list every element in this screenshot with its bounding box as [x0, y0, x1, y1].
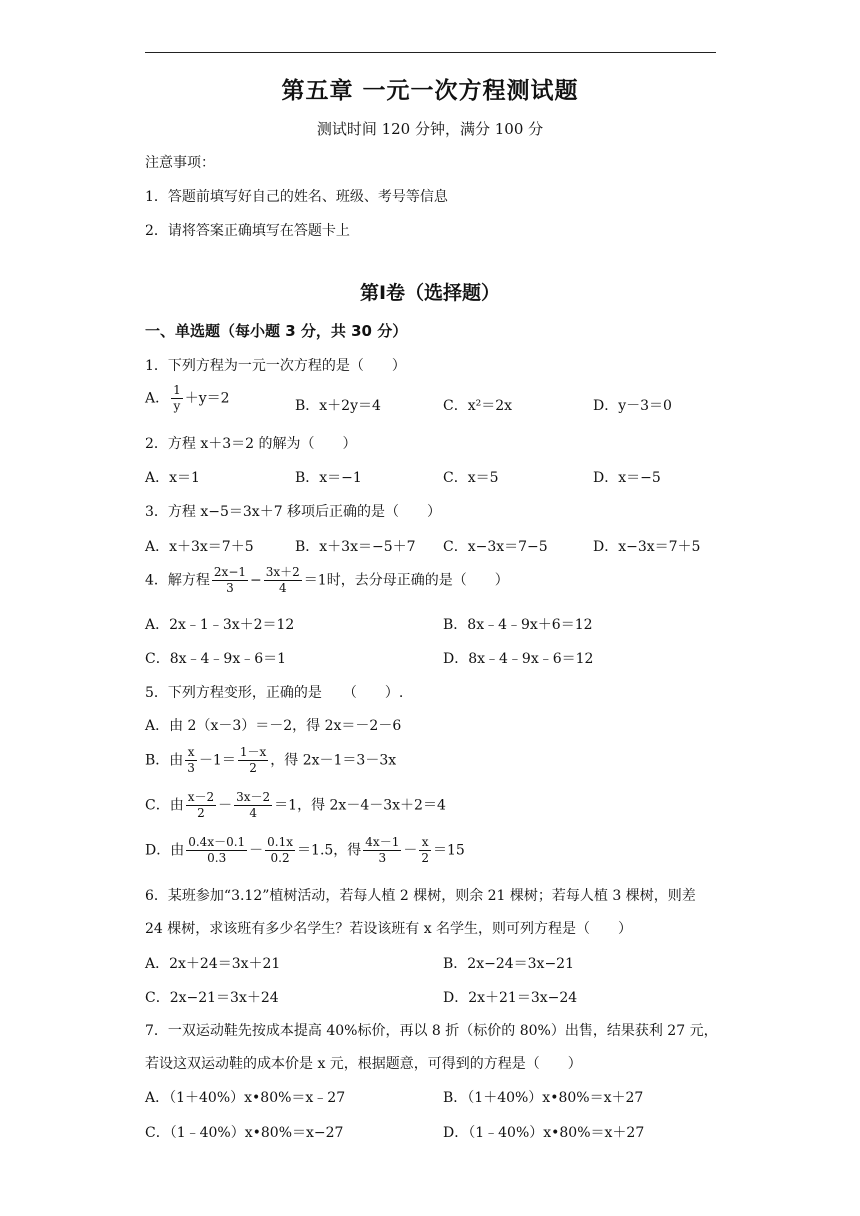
fraction-numerator: x: [185, 745, 197, 761]
option-b: B．x＋3x＝−5＋7: [295, 539, 416, 555]
option-d: D．2x＋21＝3x−24: [443, 990, 578, 1006]
option-b: B．x＋2y＝4: [295, 398, 381, 414]
notice-heading: 注意事项：: [145, 155, 215, 171]
option-c: C．8x﹣4﹣9x﹣6＝1: [145, 651, 287, 667]
fraction-denominator: 3: [378, 851, 387, 865]
fraction: [419, 835, 431, 866]
fraction-numerator: 3x＋2: [265, 565, 300, 579]
option-d: D．（1﹣40%）x•80%＝x＋27: [443, 1125, 645, 1141]
option-text: ，得 2x－1＝3－3x: [270, 752, 397, 769]
option-text: ＋y＝2: [184, 390, 230, 407]
option-c: C．x＝5: [443, 470, 499, 486]
stem-text: ＝1时，去分母正确的是（ ）: [303, 572, 509, 589]
option-a: A．2x＋24＝3x＋21: [145, 956, 281, 972]
option-c: C．2x−21＝3x＋24: [145, 990, 279, 1006]
fraction: [238, 745, 268, 776]
fraction-denominator: 3: [187, 761, 195, 775]
option-c: C．x²＝2x: [443, 398, 513, 414]
header-rule: [145, 52, 716, 53]
notice-item: 2．请将答案正确填写在答题卡上: [145, 223, 350, 239]
section-title: 一、单选题（每小题 3 分，共 30 分）: [145, 322, 408, 340]
option-a: A．由 2（x－3）＝－2，得 2x＝－2－6: [145, 718, 402, 734]
fraction-denominator: y: [173, 399, 181, 413]
option-a: A．x＝1: [145, 470, 200, 486]
fraction-numerator: 2x−1: [213, 565, 247, 579]
fraction: [265, 835, 295, 866]
fraction-denominator: 4: [249, 806, 257, 820]
option-d: D．8x﹣4﹣9x﹣6＝12: [443, 651, 594, 667]
fraction: [234, 790, 272, 821]
option-text: ＝1.5，得: [297, 842, 362, 859]
option-d: D．y－3＝0: [593, 398, 672, 414]
question-stem: 5．下列方程变形，正确的是 （ ）.: [145, 685, 404, 701]
option-a: [145, 383, 230, 414]
fraction-denominator: 0.2: [270, 851, 290, 865]
option-text: C．由: [145, 797, 184, 814]
operator: −: [250, 572, 262, 589]
option-c: C．x−3x＝7−5: [443, 539, 548, 555]
option-label: A．: [145, 390, 170, 407]
option-b: [145, 745, 396, 776]
page-title: 第五章 一元一次方程测试题: [281, 78, 579, 104]
option-a: A．2x﹣1﹣3x＋2＝12: [145, 617, 295, 633]
question-stem-continued: 24 棵树，求该班有多少名学生？若设该班有 x 名学生，则可列方程是（ ）: [145, 921, 633, 937]
part-title: 第Ⅰ卷（选择题）: [359, 282, 501, 304]
fraction: [212, 565, 248, 596]
option-text: B．由: [145, 752, 184, 769]
option-b: B．8x﹣4﹣9x＋6＝12: [443, 617, 593, 633]
option-text: －1＝: [198, 752, 236, 769]
option-text: ＝15: [432, 842, 465, 859]
fraction-denominator: 0.3: [207, 851, 227, 865]
option-c: C．（1﹣40%）x•80%＝x−27: [145, 1125, 344, 1141]
option-text: D．由: [145, 842, 185, 859]
option-d: [145, 835, 465, 866]
question-stem: 7．一双运动鞋先按成本提高 40%标价，再以 8 折（标价的 80%）出售，结果获利 27 元，: [145, 1023, 718, 1039]
fraction: [185, 745, 197, 776]
fraction-numerator: x－2: [187, 790, 215, 804]
fraction-numerator: 0.1x: [267, 835, 294, 849]
option-b: B．（1＋40%）x•80%＝x＋27: [443, 1090, 644, 1106]
fraction: [363, 835, 401, 866]
option-b: B．x＝−1: [295, 470, 362, 486]
question-stem: 3．方程 x−5＝3x＋7 移项后正确的是（ ）: [145, 504, 442, 520]
option-text: －: [403, 842, 418, 859]
fraction-denominator: 2: [421, 851, 429, 865]
fraction-numerator: 3x－2: [236, 790, 271, 804]
notice-item: 1．答题前填写好自己的姓名、班级、考号等信息: [145, 189, 448, 205]
option-a: A．（1＋40%）x•80%＝x﹣27: [145, 1090, 346, 1106]
fraction-numerator: 4x－1: [365, 835, 400, 849]
fraction-denominator: 2: [249, 761, 257, 775]
question-stem: [145, 565, 509, 596]
option-text: ＝1，得 2x－4－3x＋2＝4: [274, 797, 446, 814]
fraction-denominator: 2: [197, 806, 205, 820]
option-text: －: [218, 797, 233, 814]
fraction: [171, 383, 183, 414]
fraction: [186, 790, 216, 821]
fraction-numerator: 1: [173, 383, 181, 397]
fraction-numerator: x: [419, 835, 431, 851]
fraction-numerator: 1－x: [239, 745, 267, 759]
question-stem: 1．下列方程为一元一次方程的是（ ）: [145, 358, 406, 374]
option-a: A．x＋3x＝7＋5: [145, 539, 254, 555]
option-b: B．2x−24＝3x−21: [443, 956, 574, 972]
option-c: [145, 790, 446, 821]
stem-text: 4．解方程: [145, 572, 210, 589]
fraction-denominator: 4: [278, 581, 287, 595]
fraction: [186, 835, 247, 866]
fraction-numerator: 0.4x－0.1: [188, 835, 246, 849]
option-text: －: [249, 842, 264, 859]
question-stem: 6．某班参加“3.12”植树活动，若每人植 2 棵树，则余 21 棵树；若每人植 3 棵树，则差: [145, 888, 696, 904]
question-stem: 2．方程 x＋3＝2 的解为（ ）: [145, 436, 357, 452]
fraction: [264, 565, 302, 596]
option-d: D．x＝−5: [593, 470, 661, 486]
question-stem-continued: 若设这双运动鞋的成本价是 x 元，根据题意，可得到的方程是（ ）: [145, 1056, 582, 1072]
fraction-denominator: 3: [226, 581, 234, 595]
page-subtitle: 测试时间 120 分钟，满分 100 分: [316, 120, 544, 138]
option-d: D．x−3x＝7＋5: [593, 539, 701, 555]
